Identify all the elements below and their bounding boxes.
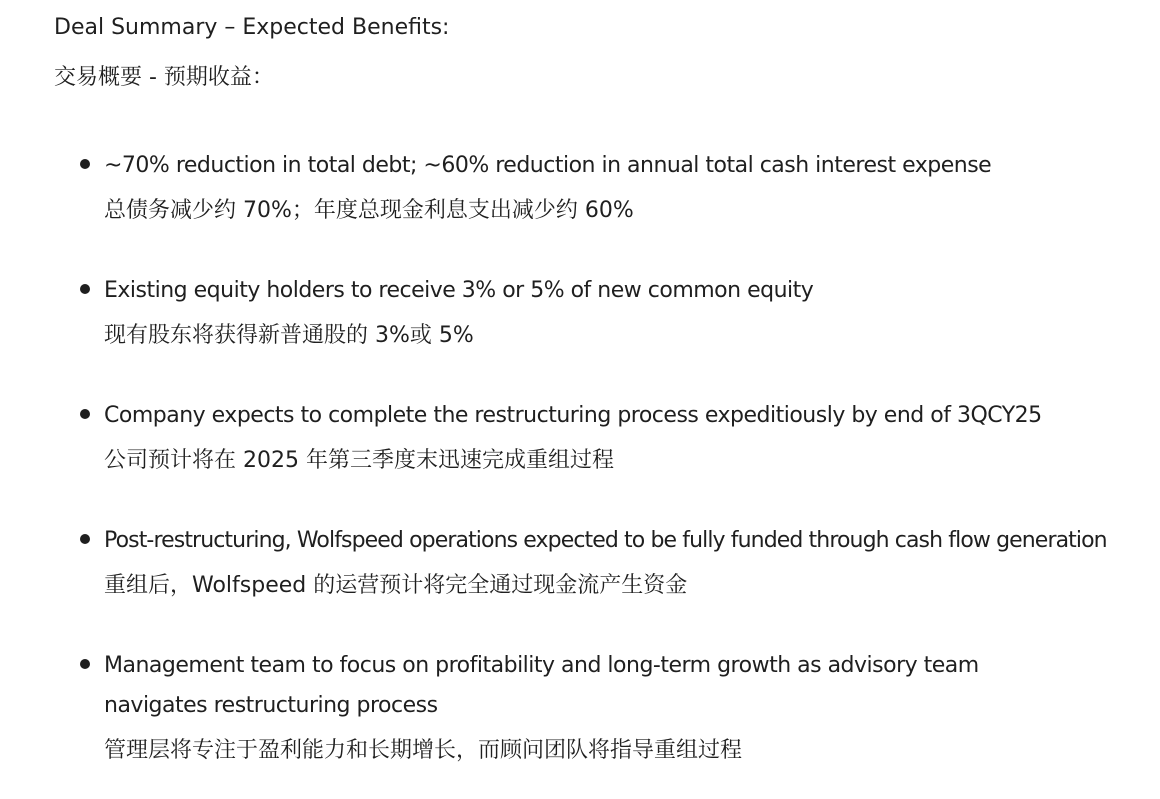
list-item-body [104,396,1154,477]
list-item-text-zh: 公司预计将在 2025 年第三季度末迅速完成重组过程 [104,448,614,473]
bullet-icon [80,409,90,419]
list-item-text-en: ~70% reduction in total debt; ~60% reduction in annual total cash interest expense [104,153,992,178]
list-item-body [104,646,1154,767]
list-item-text-zh: 现有股东将获得新普通股的 3%或 5% [104,323,474,348]
list-item-text-zh: 总债务减少约 70%；年度总现金利息支出减少约 60% [104,198,634,223]
list-item-text-en: Existing equity holders to receive 3% or 5% of new common equity [104,278,814,303]
bullet-icon [80,659,90,669]
bullet-icon [80,534,90,544]
list-item-text-en: Post-restructuring, Wolfspeed operations expected to be fully funded through cash flow generation [104,528,1107,553]
bullet-icon [80,159,90,169]
list-item-body [104,271,1154,352]
list-item-text-en: Company expects to complete the restructuring process expeditiously by end of 3QCY25 [104,403,1042,428]
list-item-text-zh: 重组后，Wolfspeed 的运营预计将完全通过现金流产生资金 [104,573,688,598]
document-title-zh: 交易概要 - 预期收益： [54,65,274,90]
list-item-body [104,146,1154,227]
bullet-icon [80,284,90,294]
list-item-text-zh: 管理层将专注于盈利能力和长期增长，而顾问团队将指导重组过程 [104,738,743,763]
list-item-text-en: Management team to focus on profitability and long-term growth as advisory team navigates restructuring process [104,653,979,718]
document-title-en: Deal Summary – Expected Benefits: [54,15,450,40]
list-item-body [104,521,1154,602]
